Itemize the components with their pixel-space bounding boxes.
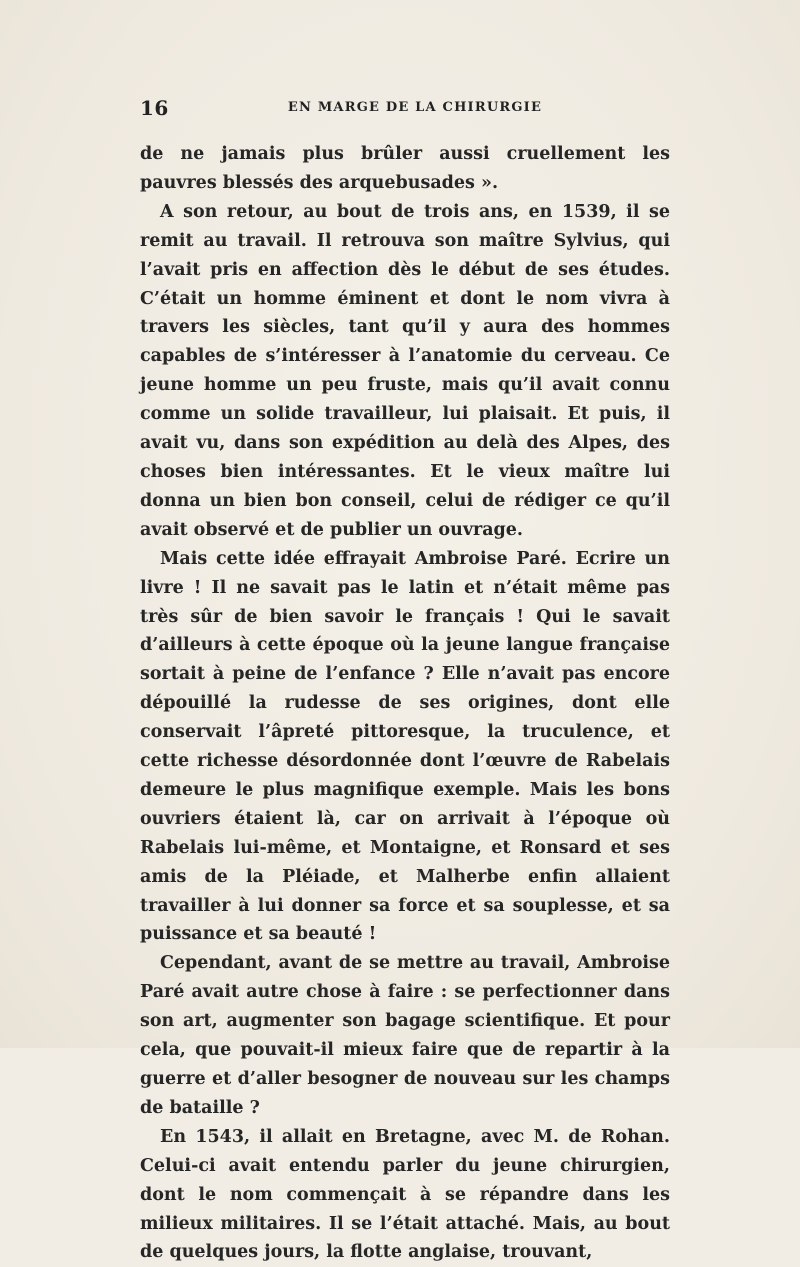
page-header xyxy=(140,96,670,120)
paragraph-2: A son retour, au bout de trois ans, en 1539, il se remit au travail. Il retrouva son maître Sylvius, qui l’avait pris en affection dès le début de ses études. C’était un homme éminent et dont le nom vivra à travers les siècles, tant qu’il y aura des hommes capables de s’intéresser à l’anatomie du cerveau. Ce jeune homme un peu fruste, mais qu’il avait connu comme un solide travailleur, lui plaisait. Et puis, il avait vu, dans son expédition au delà des Alpes, des choses bien intéressantes. Et le vieux maître lui donna un bien bon conseil, celui de rédiger ce qu’il avait observé et de publier un ouvrage. xyxy=(140,201,670,540)
body-text xyxy=(140,140,670,1267)
page-number: 16 xyxy=(140,96,169,120)
paragraph-5: En 1543, il allait en Bretagne, avec M. de Rohan. Celui-ci avait entendu parler du jeune chirurgien, dont le nom commençait à se répandre dans les milieux militaires. Il se l’était attaché. Mais, au bout de quelques jours, la flotte anglaise, trouvant, xyxy=(140,1126,670,1263)
paragraph-4: Cependant, avant de se mettre au travail, Ambroise Paré avait autre chose à faire : se perfectionner dans son art, augmenter son bagage scientifique. Et pour cela, que pouvait-il mieux faire que de repartir à la guerre et d’aller besogner de nouveau sur les champs de bataille ? xyxy=(140,953,670,1118)
running-title: EN MARGE DE LA CHIRURGIE xyxy=(287,100,543,115)
paragraph-1: de ne jamais plus brûler aussi cruellement les pauvres blessés des arquebusades ». xyxy=(140,144,670,193)
paragraph-3: Mais cette idée effrayait Ambroise Paré. Ecrire un livre ! Il ne savait pas le latin et n’était même pas très sûr de bien savoir le français ! Qui le savait d’ailleurs à cette époque où la jeune langue française sortait à peine de l’enfance ? Elle n’avait pas encore dépouillé la rudesse de ses origines, dont elle conservait l’âpreté pittoresque, la truculence, et cette richesse désordonnée dont l’œuvre de Rabelais demeure le plus magnifique exemple. Mais les bons ouvriers étaient là, car on arrivait à l’époque où Rabelais lui-même, et Montaigne, et Ronsard et ses amis de la Pléiade, et Malherbe enfin allaient travailler à lui donner sa force et sa souplesse, et sa puissance et sa beauté ! xyxy=(140,548,670,945)
